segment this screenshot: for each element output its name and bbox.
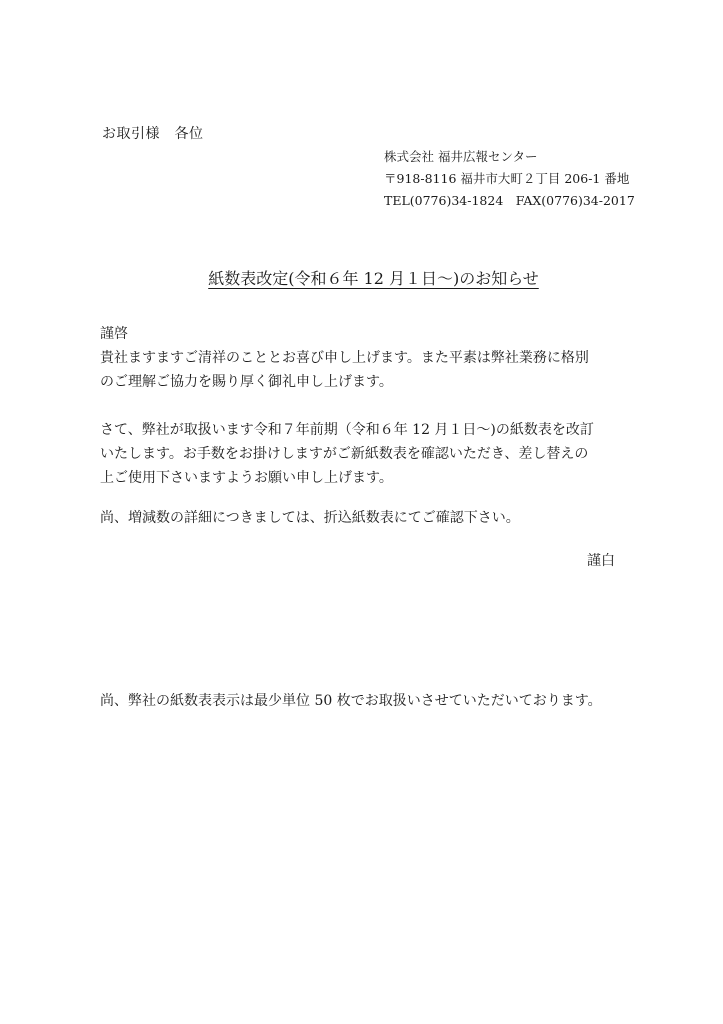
sender-contact: TEL(0776)34-1824 FAX(0776)34-2017 <box>384 193 635 208</box>
document-title: 紙数表改定(令和６年 12 月１日〜)のお知らせ <box>208 269 539 288</box>
paragraph-2 <box>100 418 630 490</box>
sender-address: 〒918-8116 福井市大町２丁目 206-1 番地 <box>384 171 630 186</box>
salutation <box>100 322 630 346</box>
paragraph-2-line-2: いたします。お手数をお掛けしますがご新紙数表を確認いただき、差し替えの <box>100 446 589 462</box>
sender-company: 株式会社 福井広報センター <box>384 149 538 164</box>
addressee: お取引様 各位 <box>102 126 204 142</box>
paragraph-1-line-1: 貴社ますますご清祥のこととお喜び申し上げます。また平素は弊社業務に格別 <box>100 350 589 366</box>
paragraph-1 <box>100 346 630 394</box>
document-title-wrap <box>0 266 723 289</box>
paragraph-1-line-2: のご理解ご協力を賜り厚く御礼申し上げます。 <box>100 374 393 390</box>
sender-block <box>384 146 635 212</box>
salutation-text: 謹啓 <box>100 326 128 342</box>
footnote: 尚、弊社の紙数表表示は最少単位 50 枚でお取扱いさせていただいております。 <box>100 693 602 709</box>
paragraph-3-text: 尚、増減数の詳細につきましては、折込紙数表にてご確認下さい。 <box>100 510 520 526</box>
paragraph-2-line-1: さて、弊社が取扱います令和７年前期（令和６年 12 月１日〜)の紙数表を改訂 <box>100 422 594 438</box>
paragraph-2-line-3: 上ご使用下さいますようお願い申し上げます。 <box>100 470 393 486</box>
paragraph-3 <box>100 506 630 530</box>
closing: 謹白 <box>587 553 615 569</box>
